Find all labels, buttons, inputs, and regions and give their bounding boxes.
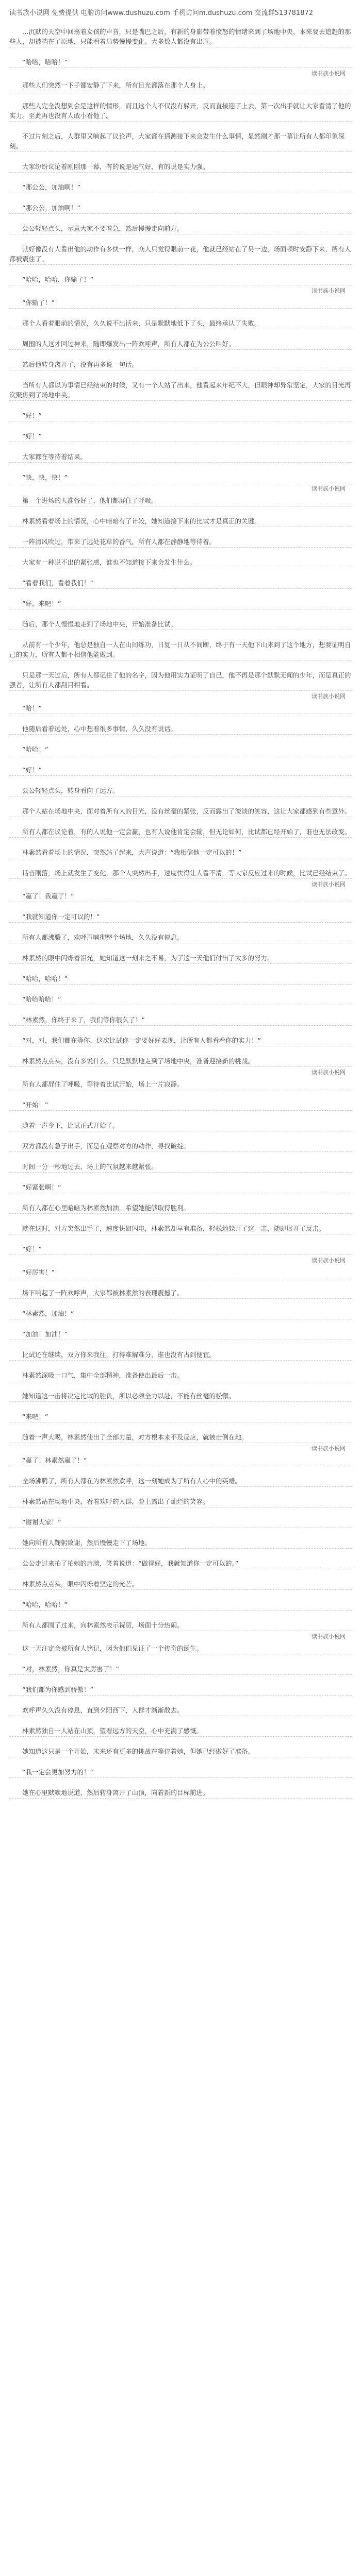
chapter-paragraph: 然后他转身离开了，没有再多说一句话。 bbox=[22, 361, 139, 368]
chapter-paragraph: “我们都为你感到骄傲！” bbox=[22, 1686, 93, 1693]
site-watermark: 读书族小说网 bbox=[311, 1069, 346, 1076]
paragraph-gap bbox=[9, 506, 352, 516]
paragraph-gap bbox=[9, 858, 352, 868]
chapter-paragraph: 那些人们突然一下子都安静了下来，所有目光都落在那个人身上。 bbox=[22, 81, 209, 89]
paragraph-gap bbox=[9, 1319, 352, 1329]
paragraph-gap bbox=[9, 660, 352, 670]
chapter-paragraph: 那些人完全没想到会是这样的情形，而且这个人不仅没有躲开，反而直接迎了上去，第一次出手就让大家看清了他的实力。至此再也没有人敢小看他了。 bbox=[9, 102, 351, 120]
paragraph-gap bbox=[9, 1090, 352, 1100]
paragraph-gap bbox=[9, 193, 352, 203]
paragraph-gap bbox=[9, 527, 352, 537]
chapter-paragraph: “林素然，加油！” bbox=[22, 1310, 74, 1317]
paragraph-gap bbox=[9, 1173, 352, 1182]
paragraph-gap bbox=[9, 350, 352, 360]
chapter-paragraph: 话音刚落，场上就发生了变化，那个人突然出手，速度快得让人看不清，等大家反应过来的时候，比试已经结束了。 bbox=[22, 869, 351, 877]
chapter-paragraph: 她在心里默默地说道，然后转身离开了山顶，向着新的目标前进。 bbox=[22, 1789, 209, 1797]
chapter-paragraph: “开始！” bbox=[22, 1101, 48, 1109]
chapter-paragraph: “来吧！” bbox=[22, 1413, 48, 1420]
paragraph-gap bbox=[9, 1654, 352, 1664]
chapter-paragraph: 所有人都围了过来，向林素然表示祝贺，场面十分热闹。 bbox=[22, 1621, 184, 1629]
chapter-paragraph: 林素然点点头，没有多说什么，只是默默地走到了场地中央，准备迎接新的挑战。 bbox=[22, 1057, 255, 1065]
chapter-paragraph: 他随后看着远处，心中想着很多事情，久久没有说话。 bbox=[22, 725, 177, 733]
site-watermark: 读书族小说网 bbox=[311, 70, 346, 77]
paragraph-gap bbox=[9, 1799, 352, 1808]
paragraph-gap bbox=[9, 1487, 352, 1497]
chapter-paragraph: “哈哈哈哈！” bbox=[22, 995, 61, 1003]
paragraph-gap bbox=[9, 1340, 352, 1350]
chapter-content bbox=[0, 25, 361, 2576]
paragraph-gap bbox=[9, 943, 352, 953]
site-watermark: 读书族小说网 bbox=[311, 693, 346, 700]
chapter-paragraph: 周围的人这才回过神来，随即爆发出一阵欢呼声，所有人都在为公公叫好。 bbox=[22, 340, 235, 348]
chapter-paragraph: “我就知道你一定可以的！” bbox=[22, 913, 100, 921]
chapter-paragraph: “好！” bbox=[22, 412, 42, 419]
chapter-paragraph: “你输了！” bbox=[22, 299, 55, 307]
chapter-paragraph: 双方都没有急于出手，而是在观察对方的动作，寻找破绽。 bbox=[22, 1142, 190, 1150]
paragraph-gap bbox=[9, 1193, 352, 1203]
chapter-paragraph: “对，林素然，你真是太厉害了！” bbox=[22, 1665, 119, 1673]
dashed-divider bbox=[9, 1254, 352, 1255]
paragraph-gap bbox=[9, 985, 352, 994]
paragraph-gap bbox=[9, 902, 352, 912]
chapter-paragraph: 所有人都在议论着，有的人说他一定会赢，也有人说他肯定会输，但无论如何，比试都已经开始了，谁也无法改变。 bbox=[22, 828, 351, 836]
chapter-paragraph: 林素然站在场地中央，看着欢呼的人群，脸上露出了灿烂的笑容。 bbox=[22, 1498, 209, 1505]
chapter-paragraph: 公公走过来拍了拍她的肩膀，笑着说道：“做得好，我就知道你一定可以的。” bbox=[22, 1560, 239, 1567]
chapter-paragraph: 从前有一个少年，他总是独自一人在山间练功，日复一日从不间断，终于有一天他下山来到了这个地方，想要证明自己的实力，所有人都不相信他能做到。 bbox=[9, 641, 351, 658]
chapter-paragraph: 她向所有人鞠躬致谢，然后慢慢走下了场地。 bbox=[22, 1539, 152, 1547]
chapter-paragraph: “赢了！林素然赢了！” bbox=[22, 1456, 87, 1464]
paragraph-gap bbox=[9, 1675, 352, 1685]
chapter-paragraph: 大家有一种说不出的紧张感，谁也不知道接下来会发生什么。 bbox=[22, 558, 196, 566]
paragraph-gap bbox=[9, 796, 352, 806]
chapter-paragraph: “我一定会更加努力的！” bbox=[22, 1768, 93, 1776]
chapter-paragraph: 那个人看着眼前的情况，久久说不出话来，只是默默地低下了头，最终承认了失败。 bbox=[22, 319, 261, 327]
paragraph-gap bbox=[9, 309, 352, 318]
chapter-paragraph: “哈！” bbox=[22, 704, 42, 712]
chapter-paragraph: “哈哈，哈哈！” bbox=[22, 58, 68, 66]
chapter-paragraph: 所有人都沸腾了，欢呼声响彻整个场地，久久没有停息。 bbox=[22, 934, 184, 941]
chapter-paragraph: 所有人都在心里暗暗为林素然加油，希望她能够取得胜利。 bbox=[22, 1204, 190, 1212]
paragraph-gap bbox=[9, 838, 352, 848]
paragraph-gap bbox=[9, 1569, 352, 1579]
paragraph-gap bbox=[9, 214, 352, 224]
chapter-paragraph: “好，来吧！” bbox=[22, 600, 61, 607]
chapter-paragraph: “赢了！我赢了！” bbox=[22, 892, 74, 900]
chapter-paragraph: “哈哈！” bbox=[22, 745, 48, 753]
site-watermark: 读书族小说网 bbox=[311, 485, 346, 492]
chapter-paragraph: 所有人都屏住了呼吸，等待着比试开始，场上一片寂静。 bbox=[22, 1080, 184, 1088]
paragraph-gap bbox=[9, 1402, 352, 1412]
paragraph-gap bbox=[9, 1152, 352, 1162]
paragraph-gap bbox=[9, 568, 352, 578]
paragraph-gap bbox=[9, 122, 352, 131]
paragraph-gap bbox=[9, 47, 352, 57]
chapter-paragraph: 林素然看着场上的情况，突然站了起来，大声说道：“我相信他一定可以的！” bbox=[22, 849, 242, 856]
paragraph-gap bbox=[9, 1361, 352, 1370]
chapter-paragraph: “好！” bbox=[22, 766, 42, 774]
paragraph-gap bbox=[9, 1737, 352, 1747]
paragraph-gap bbox=[9, 735, 352, 744]
paragraph-gap bbox=[9, 1214, 352, 1224]
chapter-paragraph: “哈哈，哈哈，你输了！” bbox=[22, 276, 93, 283]
chapter-paragraph: “好厉害！” bbox=[22, 1268, 55, 1276]
paragraph-gap bbox=[9, 1046, 352, 1056]
paragraph-gap bbox=[9, 1422, 352, 1432]
paragraph-gap bbox=[9, 1234, 352, 1244]
chapter-paragraph: 一阵清风吹过，带来了远处花草的香气，所有人都在静静地等待着。 bbox=[22, 538, 216, 546]
paragraph-gap bbox=[9, 776, 352, 786]
paragraph-gap bbox=[9, 1549, 352, 1558]
paragraph-gap bbox=[9, 1528, 352, 1538]
site-watermark: 读书族小说网 bbox=[311, 881, 346, 888]
chapter-paragraph: 比试还在继续，双方你来我往，打得难解难分，谁也没有占到便宜。 bbox=[22, 1351, 216, 1359]
paragraph-gap bbox=[9, 463, 352, 472]
dashed-divider bbox=[9, 284, 352, 285]
chapter-paragraph: 欢呼声久久没有停息，直到夕阳西下，人群才渐渐散去。 bbox=[22, 1706, 184, 1714]
chapter-paragraph: 大家都在等待着结果。 bbox=[22, 453, 87, 461]
paragraph-gap bbox=[9, 442, 352, 452]
chapter-paragraph: 公公轻轻点头，示意大家不要着急，然后慢慢走向前方。 bbox=[22, 225, 184, 232]
paragraph-gap bbox=[9, 1131, 352, 1141]
paragraph-gap bbox=[9, 265, 352, 275]
paragraph-gap bbox=[9, 1757, 352, 1767]
dashed-divider bbox=[9, 1630, 352, 1631]
paragraph-gap bbox=[9, 91, 352, 101]
site-watermark: 读书族小说网 bbox=[311, 1633, 346, 1640]
chapter-paragraph: 林素然的眼中闪烁着泪光，她知道这一刻来之不易，为了这一天他们付出了太多的努力。 bbox=[22, 954, 274, 962]
chapter-paragraph: 全场沸腾了，所有人都在为林素然欢呼，这一刻她成为了所有人心中的英雄。 bbox=[22, 1477, 242, 1485]
chapter-paragraph: 就好像没有人看出他的动作有多快一样，众人只觉得眼前一花，他就已经站在了另一边，场面顿时安静下来，所有人都被震住了。 bbox=[9, 245, 351, 263]
chapter-paragraph: “快，快，快！” bbox=[22, 473, 68, 481]
dashed-divider bbox=[9, 690, 352, 691]
chapter-paragraph: “那公公，加油啊！” bbox=[22, 204, 80, 212]
chapter-paragraph: 林素然点点头，眼中闪烁着坚定的光芒。 bbox=[22, 1580, 139, 1588]
chapter-paragraph: 不过片刻之后，人群里又响起了议论声，大家都在猜测接下来会发生什么事情，显然刚才那一幕让所有人都印象深刻。 bbox=[9, 132, 345, 150]
paragraph-gap bbox=[9, 817, 352, 827]
paragraph-gap bbox=[9, 923, 352, 933]
chapter-paragraph: “好！” bbox=[22, 432, 42, 440]
chapter-paragraph: 公公轻轻点头，转身看向了远方。 bbox=[22, 787, 119, 794]
chapter-paragraph: “哈哈，哈哈！” bbox=[22, 975, 68, 982]
paragraph-gap bbox=[9, 964, 352, 974]
chapter-paragraph: 随着一声令下，比试正式开始了。 bbox=[22, 1122, 119, 1129]
site-watermark: 读书族小说网 bbox=[311, 1445, 346, 1452]
paragraph-gap bbox=[9, 421, 352, 431]
paragraph-gap bbox=[9, 1278, 352, 1288]
chapter-paragraph: 林素然深吸一口气，集中全部精神，准备使出最后一击。 bbox=[22, 1371, 184, 1379]
paragraph-gap bbox=[9, 1716, 352, 1726]
paragraph-gap bbox=[9, 1696, 352, 1705]
dashed-divider bbox=[9, 1442, 352, 1443]
paragraph-gap bbox=[9, 755, 352, 765]
chapter-paragraph: 当所有人都以为事情已经结束的时候，又有一个人站了出来，他看起来年纪不大，但眼神却异常坚定，大家的目光再次聚焦到了场地中央。 bbox=[9, 381, 351, 399]
chapter-paragraph: “好紧张啊！” bbox=[22, 1183, 61, 1191]
paragraph-gap bbox=[9, 1026, 352, 1036]
paragraph-gap bbox=[9, 1299, 352, 1309]
chapter-paragraph: “对，对，我们都在等你，这次比试你一定要好好表现，让所有人都看看你的实力！” bbox=[22, 1037, 261, 1044]
paragraph-gap bbox=[9, 152, 352, 162]
paragraph-gap bbox=[9, 234, 352, 244]
paragraph-gap bbox=[9, 173, 352, 182]
chapter-paragraph: “看着我们，看着我们！” bbox=[22, 579, 93, 587]
chapter-paragraph: “那公公，加油啊！” bbox=[22, 183, 80, 191]
chapter-paragraph: 大家纷纷议论着刚刚那一幕，有的说是运气好，有的说是实力强。 bbox=[22, 163, 209, 171]
paragraph-gap bbox=[9, 609, 352, 619]
chapter-paragraph: 随后，那个人慢慢地走到了场地中央，开始准备比试。 bbox=[22, 620, 177, 628]
chapter-paragraph: 场下响起了一阵欢呼声，大家都被林素然的表现震撼了。 bbox=[22, 1289, 184, 1297]
chapter-paragraph: 这一天注定会被所有人铭记，因为他们见证了一个传奇的诞生。 bbox=[22, 1645, 203, 1652]
chapter-paragraph: 时间一分一秒地过去，场上的气氛越来越紧张。 bbox=[22, 1163, 158, 1171]
paragraph-gap bbox=[9, 1381, 352, 1391]
chapter-paragraph: 第一个进场的人准备好了，他们都屏住了呼吸。 bbox=[22, 497, 158, 504]
chapter-paragraph: “加油！加油！” bbox=[22, 1330, 68, 1338]
paragraph-gap bbox=[9, 1466, 352, 1476]
paragraph-gap bbox=[9, 370, 352, 380]
site-watermark: 读书族小说网 bbox=[311, 1257, 346, 1264]
paragraph-gap bbox=[9, 589, 352, 599]
dashed-divider bbox=[9, 878, 352, 879]
chapter-paragraph: 那个人站在场地中央，面对着所有人的目光，没有丝毫的紧张，反而露出了淡淡的笑容，这让大家都感到有些意外。 bbox=[22, 807, 351, 815]
chapter-paragraph: 她知道这只是一个开始，未来还有更多的挑战在等待着她，但她已经做好了准备。 bbox=[22, 1748, 255, 1755]
paragraph-gap bbox=[9, 630, 352, 640]
paragraph-gap bbox=[9, 1611, 352, 1620]
chapter-paragraph: “哈哈，哈哈！” bbox=[22, 1601, 68, 1608]
paragraph-gap bbox=[9, 1111, 352, 1121]
site-watermark: 读书族小说网 bbox=[311, 287, 346, 294]
dashed-divider bbox=[9, 67, 352, 68]
paragraph-gap bbox=[9, 714, 352, 724]
chapter-paragraph: “好！” bbox=[22, 1245, 42, 1253]
paragraph-gap bbox=[9, 548, 352, 557]
paragraph-gap bbox=[9, 1590, 352, 1600]
paragraph-gap bbox=[9, 1778, 352, 1788]
chapter-paragraph: 就在这时，对方突然出手了，速度快如闪电，林素然却早有准备，轻松地躲开了这一击，随即展开了反击。 bbox=[22, 1225, 325, 1232]
chapter-paragraph: 她知道这一击将决定比试的胜负，所以必须全力以赴，不能有丝毫的松懈。 bbox=[22, 1392, 235, 1400]
dashed-divider bbox=[9, 1066, 352, 1067]
chapter-paragraph: 林素然看着场上的情况，心中暗暗有了计较，她知道接下来的比试才是真正的关键。 bbox=[22, 517, 261, 525]
site-header: 读书族小说网 免费提供 电脑访问www.dushuzu.com 手机访问m.dushuzu.com 交流群513781872 bbox=[9, 9, 314, 17]
chapter-paragraph: 林素然独自一人站在山顶，望着远方的天空，心中充满了感慨。 bbox=[22, 1727, 203, 1735]
chapter-paragraph: 只是那一天过后，所有人都记住了他的名字，因为他用实力证明了自己，他不再是那个默默无闻的少年，而是真正的强者，让所有人都刮目相看。 bbox=[9, 671, 351, 689]
dashed-divider bbox=[9, 482, 352, 483]
chapter-paragraph: 随着一声大喝，林素然使出了全部力量，对方根本来不及反应，就被击倒在地。 bbox=[22, 1433, 248, 1441]
paragraph-gap bbox=[9, 1507, 352, 1517]
chapter-paragraph: “林素然，你终于来了，我们等你很久了！” bbox=[22, 1016, 145, 1024]
paragraph-gap bbox=[9, 329, 352, 339]
paragraph-gap bbox=[9, 1005, 352, 1015]
chapter-paragraph: “谢谢大家！” bbox=[22, 1518, 61, 1526]
chapter-paragraph: …沉默的天空中回荡着女孩的声音，只是嘴巴之后，有新的身影带着愤怒的情绪来到了场地中央，本来要去追赶的那些人，却被挡在了原地，只能看着局势慢慢变化。大多数人都没有出声。 bbox=[9, 28, 351, 45]
paragraph-gap bbox=[9, 401, 352, 411]
